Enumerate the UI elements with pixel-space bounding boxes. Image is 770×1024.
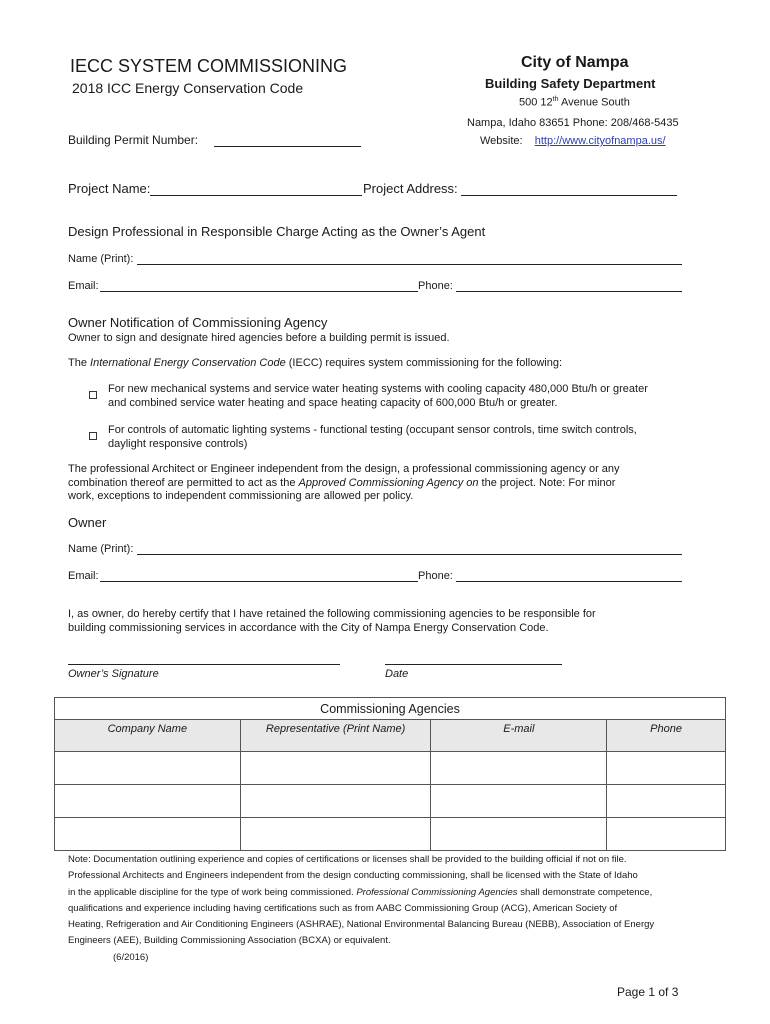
iecc-post: (IECC) requires system commissioning for the following: [285,357,563,369]
note-line-2: Professional Architects and Engineers independent from the design conducting commissioning, shall be licensed with the State of Idaho [68,870,638,882]
project-name-label: Project Name: [68,181,151,196]
city-name: City of Nampa [521,54,629,71]
note-line-3-pre: in the applicable discipline for the type of work being commissioned. [68,886,357,898]
column-header-email: E-mail [431,720,607,752]
dp-email-label: Email: [68,280,99,292]
note-line-3-post: shall demonstrate competence, [517,886,653,898]
date-label: Date [385,668,409,680]
owner-phone-field[interactable] [456,581,682,582]
email-cell[interactable] [431,818,607,851]
form-subtitle: 2018 ICC Energy Conservation Code [72,80,304,96]
commissioning-agencies-table [54,697,726,851]
bullet-1-line-1: For new mechanical systems and service water heating systems with cooling capacity 480,000 Btu/h or greater [108,383,648,395]
table-header-row [55,720,726,752]
notification-intro: Owner to sign and designate hired agencies before a building permit is issued. [68,332,450,344]
certify-line-1: I, as owner, do hereby certify that I have retained the following commissioning agencies to be responsible for [68,608,596,620]
address-suffix: th [552,96,559,103]
revision-date: (6/2016) [113,951,149,963]
note-line-1: Note: Documentation outlining experience and copies of certifications or licenses shall be provided to the building official if not on file. [68,854,627,865]
dp-name-field[interactable] [137,264,682,265]
website-label: Website: [480,135,523,147]
note-line-6: Engineers (AEE), Building Commissioning Association (BCXA) or equivalent. [68,935,391,947]
table-title: Commissioning Agencies [55,698,726,720]
iecc-pre: The [68,357,91,369]
bullet-1-line-2: and combined service water heating and space heating capacity of 600,000 Btu/h or greater. [108,397,558,409]
website-line [480,135,666,147]
phone-cell[interactable] [607,818,726,851]
column-header-company: Company Name [55,720,241,752]
note-line-3 [68,885,688,901]
address-number: 500 12 [519,96,553,109]
owner-name-label: Name (Print): [68,543,134,555]
notification-heading: Owner Notification of Commissioning Agency [68,315,328,330]
column-header-phone: Phone [607,720,726,752]
representative-cell[interactable] [240,818,431,851]
dp-email-field[interactable] [100,291,418,292]
address-street: Avenue South [558,96,630,109]
phone-cell[interactable] [607,785,726,818]
dp-phone-label: Phone: [418,280,453,292]
bullet-box-icon [89,386,97,404]
company-cell[interactable] [55,785,241,818]
company-cell[interactable] [55,818,241,851]
owner-email-field[interactable] [100,581,418,582]
agency-paragraph-line-3: work, exceptions to independent commissioning are allowed per policy. [68,490,414,502]
iecc-requirement [68,357,562,369]
table-row [55,785,726,818]
website-link[interactable]: http://www.cityofnampa.us/ [534,135,666,147]
date-field[interactable] [385,664,562,665]
department-name: Building Safety Department [485,76,656,91]
table-row [55,752,726,785]
table-title-row [55,698,726,720]
email-cell[interactable] [431,785,607,818]
company-cell[interactable] [55,752,241,785]
para-pre: combination thereof are permitted to act as the [68,477,299,489]
email-cell[interactable] [431,752,607,785]
para-post: the project. Note: For minor [478,477,616,489]
city-phone-line: Nampa, Idaho 83651 Phone: 208/468-5435 [467,117,679,129]
project-address-label: Project Address: [363,181,458,196]
form-title: IECC SYSTEM COMMISSIONING [70,56,348,76]
street-address [519,96,630,109]
permit-number-label: Building Permit Number: [68,133,199,147]
certify-line-2: building commissioning services in accordance with the City of Nampa Energy Conservation Code. [68,622,549,634]
dp-phone-field[interactable] [456,291,682,292]
column-header-representative: Representative (Print Name) [240,720,431,752]
permit-number-field[interactable] [214,146,361,147]
design-professional-heading: Design Professional in Responsible Charge Acting as the Owner’s Agent [68,224,486,239]
bullet-2-line-2: daylight responsive controls) [108,438,248,450]
page-number: Page 1 of 3 [617,985,679,999]
phone-cell[interactable] [607,752,726,785]
note-line-4: qualifications and experience including having certifications such as from AABC Commissioning Group (ACG), American Society of [68,902,618,914]
agency-paragraph-line-2 [68,477,615,489]
bullet-2-line-1: For controls of automatic lighting systems - functional testing (occupant sensor controls, time switch controls, [108,424,637,436]
professional-agencies-term: Professional Commissioning Agencies [356,886,518,898]
table-row [55,818,726,851]
note-line-5: Heating, Refrigeration and Air Conditioning Engineers (ASHRAE), National Environmental Balancing Bureau (NEBB), Association of Energy [68,919,655,931]
owner-phone-label: Phone: [418,570,453,582]
owner-signature-field[interactable] [68,664,340,665]
representative-cell[interactable] [240,752,431,785]
approved-agency-term: Approved Commissioning Agency on [298,477,479,489]
agency-paragraph-line-1: The professional Architect or Engineer independent from the design, a professional commissioning agency or any [68,463,620,475]
project-address-field[interactable] [461,195,677,196]
owner-name-field[interactable] [137,554,682,555]
representative-cell[interactable] [240,785,431,818]
dp-name-label: Name (Print): [68,253,134,265]
owner-signature-label: Owner’s Signature [68,668,159,680]
bullet-box-icon [89,427,97,445]
owner-email-label: Email: [68,570,99,582]
owner-heading: Owner [68,515,107,530]
iecc-code-name: International Energy Conservation Code [90,357,286,369]
project-name-field[interactable] [150,195,362,196]
documentation-note [68,852,688,966]
